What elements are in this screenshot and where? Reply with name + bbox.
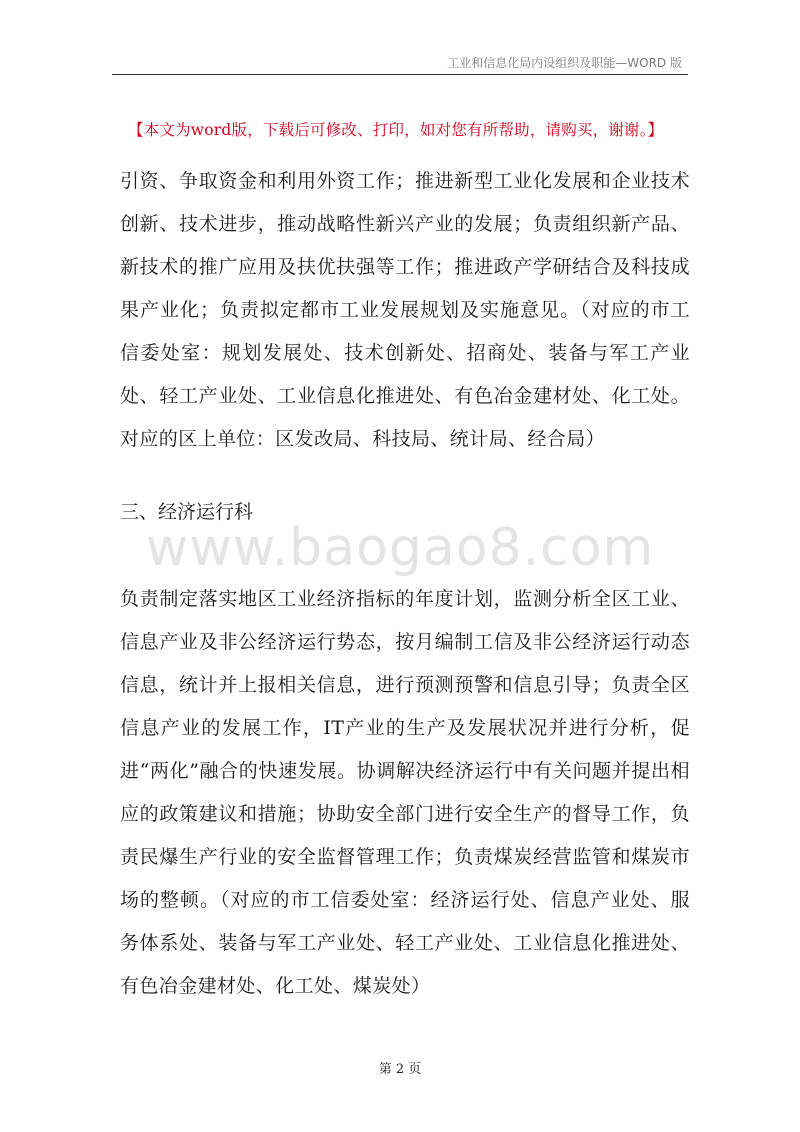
header-divider [112, 74, 688, 75]
body-paragraph-1: 引资、争取资金和利用外资工作；推进新型工业化发展和企业技术创新、技术进步，推动战略性新兴产业的发展；负责组织新产品、新技术的推广应用及扶优扶强等工作；推进政产学研结合及科技成果产业化；负责拟定都市工业发展规划及实施意见。（对应的市工信委处室：规划发展处、技术创新处、招商处、装备与军工产业处、轻工产业处、工业信息化推进处、有色冶金建材处、化工处。对应的区上单位：区发改局、科技局、统计局、经合局） [120, 170, 690, 450]
purchase-notice: 【本文为word版，下载后可修改、打印，如对您有所帮助，请购买，谢谢。】 [128, 121, 664, 139]
watermark-text: www.baogao8.com [145, 518, 655, 578]
body-paragraph-2: 负责制定落实地区工业经济指标的年度计划，监测分析全区工业、信息产业及非公经济运行势态，按月编制工信及非公经济运行动态信息，统计并上报相关信息，进行预测预警和信息引导；负责全区信息产业的发展工作，IT产业的生产及发展状况并进行分析，促进“两化”融合的快速发展。协调解决经济运行中有关问题并提出相应的政策建议和措施；协助安全部门进行安全生产的督导工作，负责民爆生产行业的安全监督管理工作；负责煤炭经营监管和煤炭市场的整顿。（对应的市工信委处室：经济运行处、信息产业处、服务体系处、装备与军工产业处、轻工产业处、工业信息化推进处、有色冶金建材处、化工处、煤炭处） [120, 588, 690, 997]
document-header-title: 工业和信息化局内设组织及职能—WORD 版 [447, 56, 682, 70]
section-heading: 三、经济运行科 [120, 501, 254, 523]
page-number: 第 2 页 [378, 1062, 422, 1077]
